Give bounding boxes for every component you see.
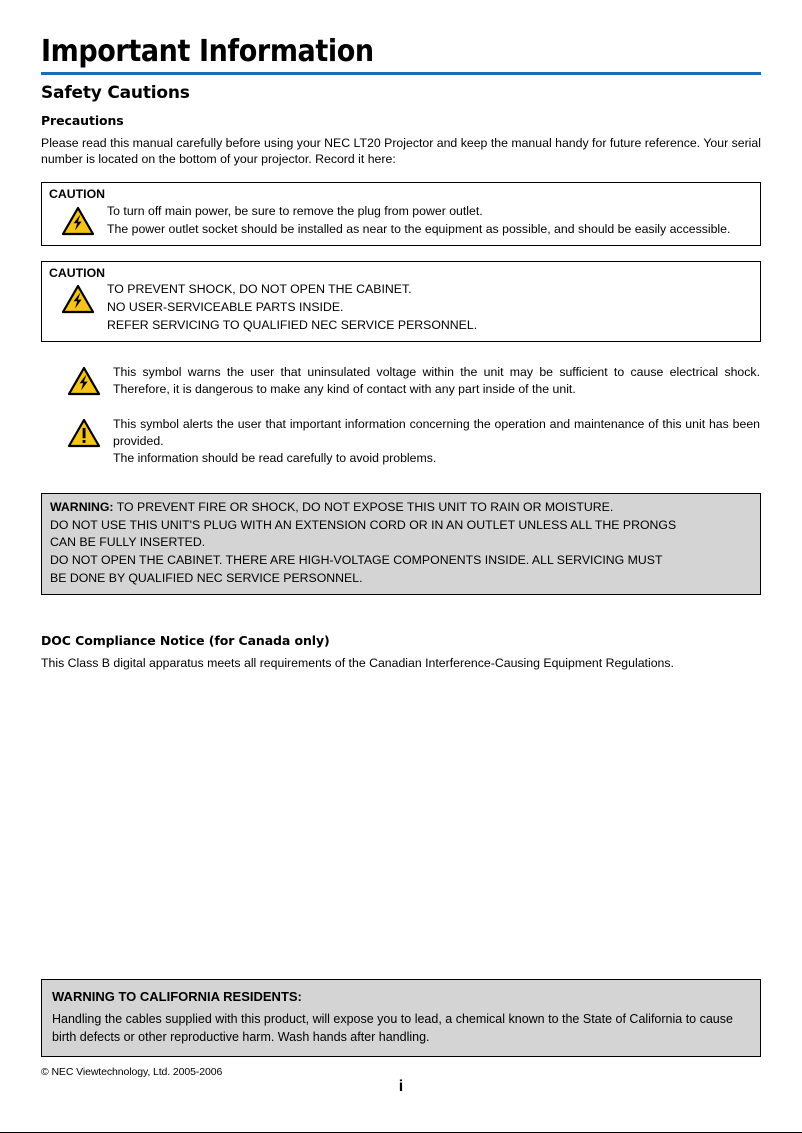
caution-body bbox=[49, 281, 754, 334]
warning-label: WARNING: bbox=[50, 499, 114, 514]
warning-line-2: DO NOT USE THIS UNIT'S PLUG WITH AN EXTENSION CORD OR IN AN OUTLET UNLESS ALL THE PRONGS bbox=[50, 517, 677, 532]
exclamation-triangle-icon-svg bbox=[67, 418, 101, 448]
caution-body bbox=[49, 203, 754, 239]
caution-box-power bbox=[41, 182, 761, 245]
page-number: i bbox=[398, 1078, 404, 1095]
symbol-explanations bbox=[41, 364, 761, 467]
warning-line-1-rest: TO PREVENT FIRE OR SHOCK, DO NOT EXPOSE THIS UNIT TO RAIN OR MOISTURE. bbox=[113, 499, 614, 514]
warning-line-3: CAN BE FULLY INSERTED. bbox=[50, 535, 206, 550]
symbol-paragraph: This symbol warns the user that uninsulated voltage within the unit may be sufficient to cause electrical shock. Therefore, it is dangerous to make any kind of contact with any part inside of the unit. bbox=[113, 364, 760, 396]
caution-line: To turn off main power, be sure to remove the plug from power outlet. bbox=[107, 203, 483, 218]
caution-text bbox=[107, 203, 754, 239]
caution-line: REFER SERVICING TO QUALIFIED NEC SERVICE PERSONNEL. bbox=[107, 318, 478, 332]
caution-box-shock bbox=[41, 261, 761, 342]
caution-label: CAUTION bbox=[49, 187, 106, 202]
caution-line: TO PREVENT SHOCK, DO NOT OPEN THE CABINET. bbox=[107, 282, 412, 297]
symbol-explanation-info bbox=[41, 416, 761, 467]
warning-box bbox=[41, 493, 761, 595]
doc-compliance-text: This Class B digital apparatus meets all requirements of the Canadian Interference-Causing Equipment Regulations. bbox=[41, 655, 674, 670]
page-title: Important Information bbox=[41, 34, 374, 69]
warning-line-5: BE DONE BY QUALIFIED NEC SERVICE PERSONNEL. bbox=[50, 570, 363, 585]
symbol-explanation-shock bbox=[41, 364, 761, 398]
caution-line: The power outlet socket should be installed as near to the equipment as possible, and should be easily accessible. bbox=[107, 221, 731, 236]
symbol-paragraph: The information should be read carefully to avoid problems. bbox=[113, 450, 437, 465]
doc-compliance-heading: DOC Compliance Notice (for Canada only) bbox=[41, 632, 330, 648]
exclamation-triangle-icon bbox=[55, 416, 113, 448]
electric-shock-triangle-icon-svg bbox=[61, 206, 95, 236]
california-warning-text: Handling the cables supplied with this product, will expose you to lead, a chemical known to the State of California to cause birth defects or other reproductive harm. Wash hands after handling. bbox=[52, 1011, 733, 1045]
symbol-paragraph: This symbol alerts the user that important information concerning the operation and maintenance of this unit has been provided. bbox=[113, 416, 760, 448]
warning-line-4: DO NOT OPEN THE CABINET. THERE ARE HIGH-VOLTAGE COMPONENTS INSIDE. ALL SERVICING MUST bbox=[50, 553, 663, 568]
electric-shock-triangle-icon-svg bbox=[67, 366, 101, 396]
caution-text bbox=[107, 281, 754, 334]
copyright-notice: © NEC Viewtechnology, Ltd. 2005-2006 bbox=[41, 1066, 223, 1078]
symbol-explanation-text bbox=[113, 416, 761, 467]
electric-shock-triangle-icon bbox=[49, 281, 107, 314]
symbol-explanation-text bbox=[113, 364, 761, 398]
precautions-paragraph: Please read this manual carefully before using your NEC LT20 Projector and keep the manual handy for future reference. Your serial number is located on the bottom of your projector. Record it here: bbox=[41, 135, 761, 166]
section-heading-safety-cautions: Safety Cautions bbox=[41, 82, 190, 103]
caution-line: NO USER-SERVICEABLE PARTS INSIDE. bbox=[107, 300, 344, 315]
electric-shock-triangle-icon-svg bbox=[61, 284, 95, 314]
doc-compliance-section bbox=[41, 633, 761, 671]
caution-label: CAUTION bbox=[49, 265, 106, 280]
page-footer-area bbox=[41, 979, 761, 1078]
california-warning-title: WARNING TO CALIFORNIA RESIDENTS: bbox=[52, 989, 302, 1004]
california-warning-box bbox=[41, 979, 761, 1057]
warning-line-1 bbox=[50, 499, 753, 517]
subsection-heading-precautions: Precautions bbox=[41, 112, 124, 128]
page-content bbox=[41, 36, 761, 671]
electric-shock-triangle-icon bbox=[55, 364, 113, 396]
electric-shock-triangle-icon bbox=[49, 203, 107, 236]
title-divider bbox=[41, 72, 761, 75]
